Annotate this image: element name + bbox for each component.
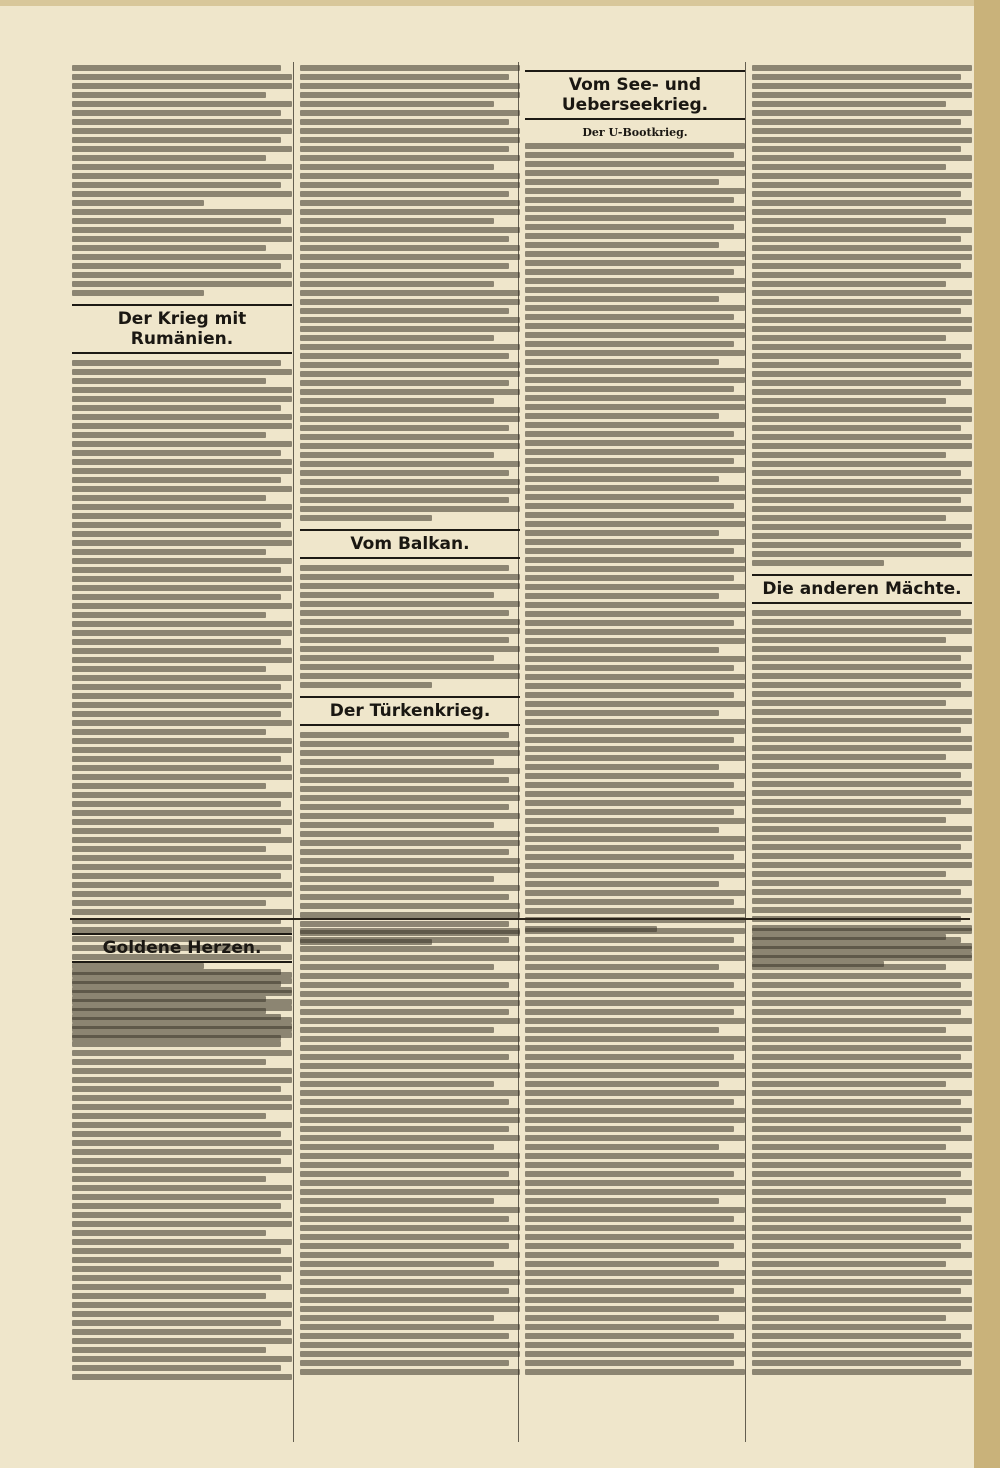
headline-vom-balkan: Vom Balkan. xyxy=(300,529,520,559)
feuilleton-column-4 xyxy=(752,925,972,1381)
column-1 xyxy=(72,62,292,1047)
feuilleton-column-3 xyxy=(525,925,745,1381)
column-4 xyxy=(752,62,972,973)
column-3 xyxy=(525,62,745,938)
headline-tuerkenkrieg: Der Türkenkrieg. xyxy=(300,696,520,726)
feuilleton-column-1 xyxy=(72,925,292,1386)
page-edge-top xyxy=(0,0,1000,6)
column-2 xyxy=(300,62,520,951)
feuilleton-column-2 xyxy=(300,925,520,1381)
headline-krieg-rumaenien: Der Krieg mit Rumänien. xyxy=(72,304,292,354)
headline-goldene-herzen: Goldene Herzen. xyxy=(72,933,292,963)
page-edge-right xyxy=(974,0,1000,1468)
column-rule xyxy=(293,62,294,1442)
section-divider xyxy=(70,918,970,920)
column-rule xyxy=(745,62,746,1442)
headline-see-krieg: Vom See- und Ueberseekrieg. xyxy=(525,70,745,120)
headline-andere-maechte: Die anderen Mächte. xyxy=(752,574,972,604)
subhead-ubootkrieg: Der U-Bootkrieg. xyxy=(582,126,688,139)
